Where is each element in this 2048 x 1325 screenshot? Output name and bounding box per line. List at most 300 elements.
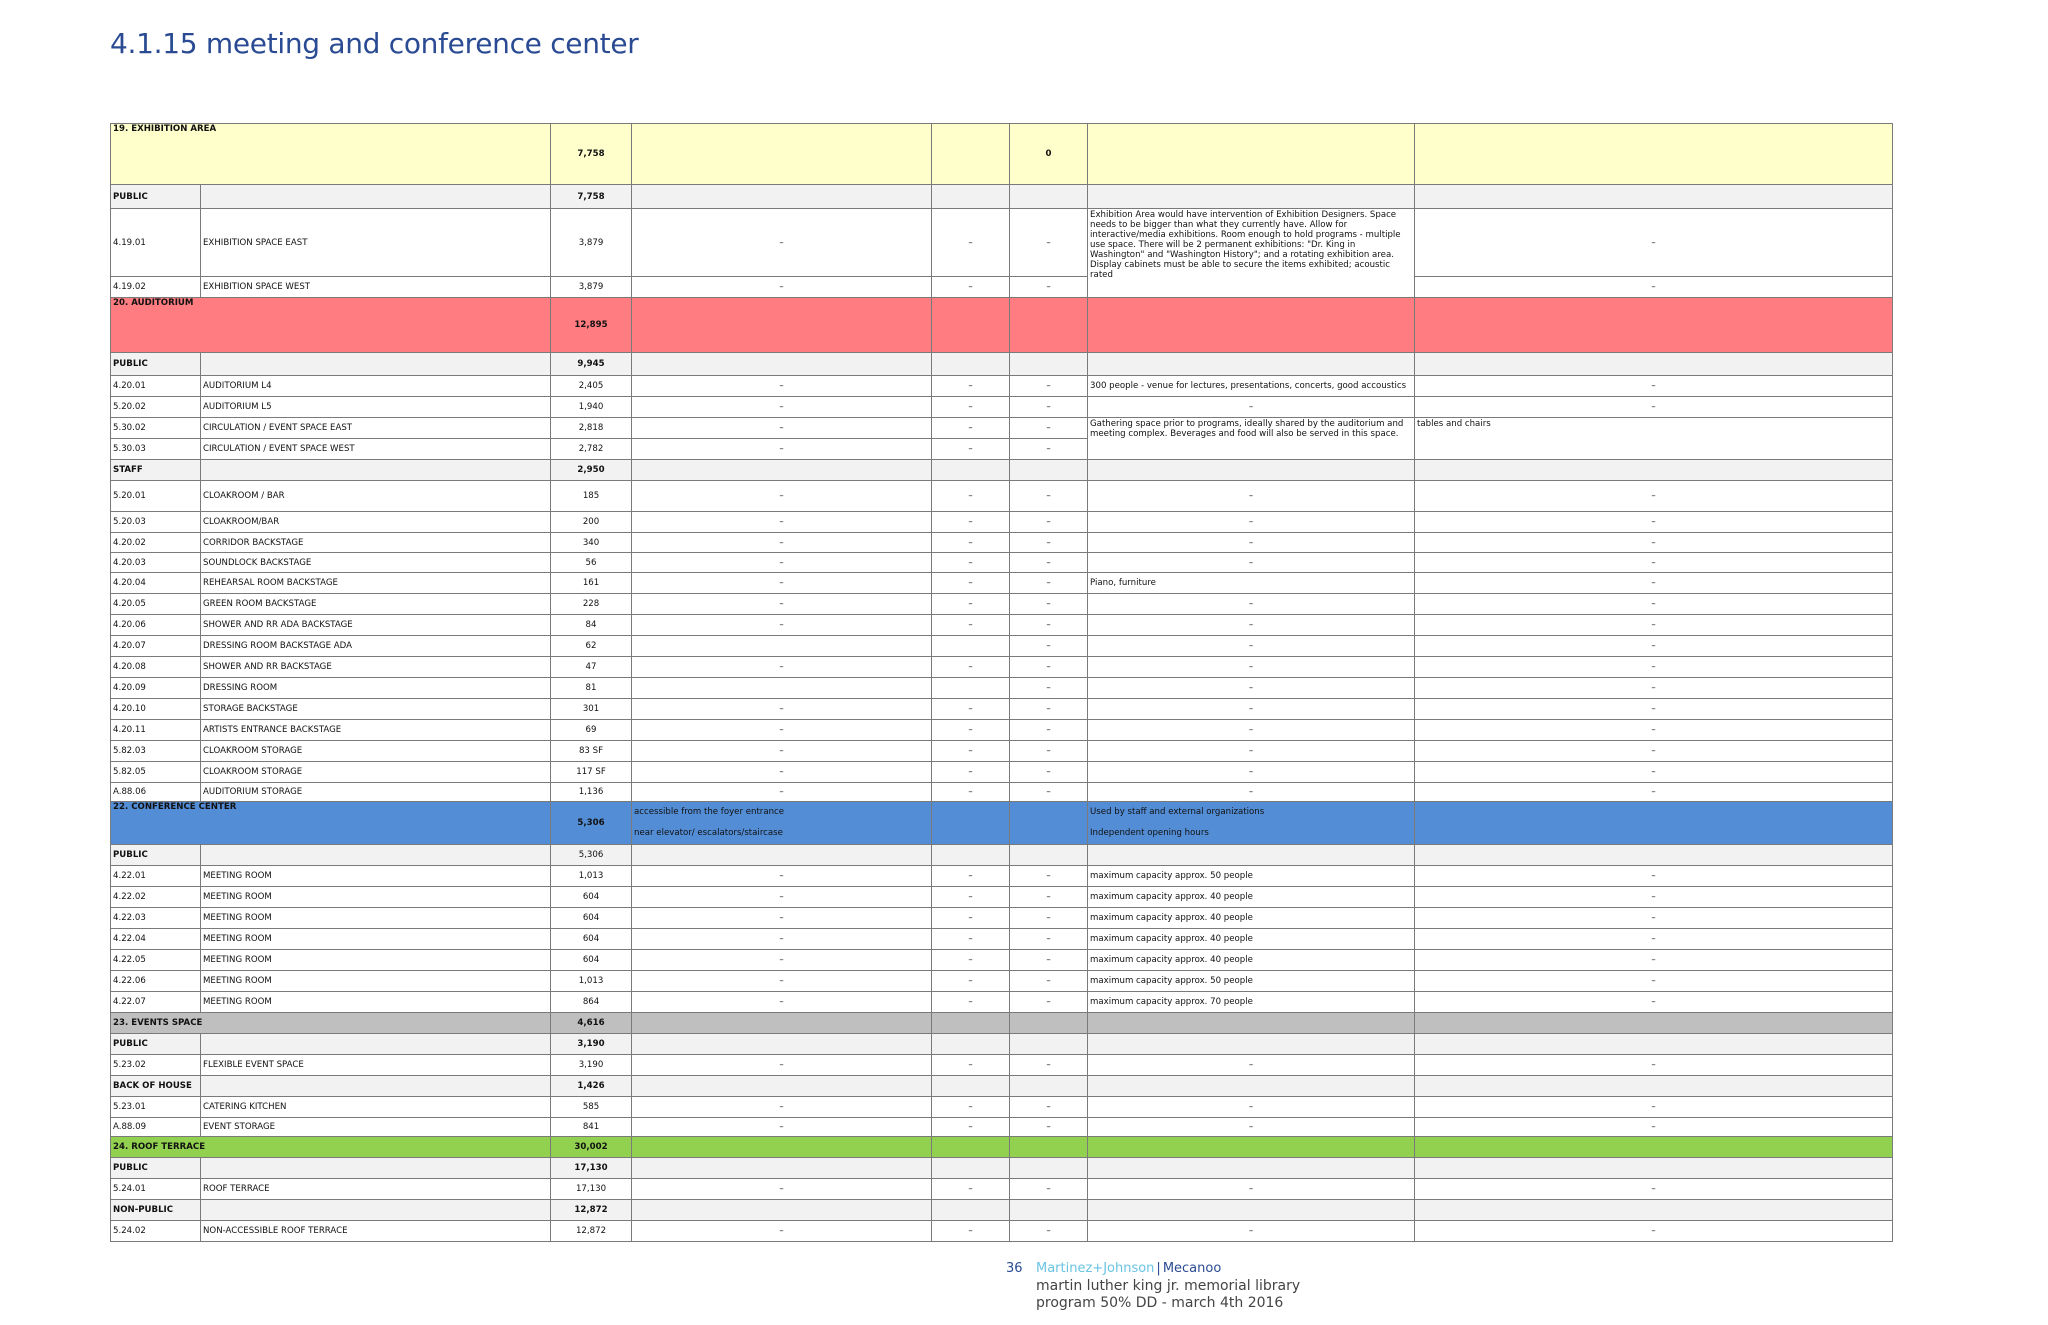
- group-label: STAFF: [111, 460, 201, 481]
- room-note: 300 people - venue for lectures, presentations, concerts, good accoustics: [1088, 376, 1415, 397]
- room-code: A.88.06: [111, 783, 201, 802]
- room-code: 4.20.11: [111, 720, 201, 741]
- cell-dash: –: [932, 1055, 1010, 1076]
- cell-empty: [632, 636, 932, 657]
- cell-dash: –: [632, 418, 932, 439]
- page-number: 36: [1006, 1261, 1023, 1276]
- group-row: [111, 1034, 1893, 1055]
- room-area: 47: [551, 657, 632, 678]
- room-code: 4.20.01: [111, 376, 201, 397]
- cell-empty: [1415, 802, 1893, 845]
- room-area: 1,940: [551, 397, 632, 418]
- cell-empty: [632, 185, 932, 209]
- cell-empty: [932, 1158, 1010, 1179]
- cell-dash: –: [932, 553, 1010, 573]
- cell-dash: –: [1010, 887, 1088, 908]
- cell-dash: –: [932, 699, 1010, 720]
- cell-dash: –: [932, 594, 1010, 615]
- table-row: [111, 950, 1893, 971]
- program-table-body: [111, 124, 1893, 1242]
- cell-dash: –: [1088, 397, 1415, 418]
- room-area: 117 SF: [551, 762, 632, 783]
- cell-dash: –: [632, 209, 932, 277]
- footer-project-name: martin luther king jr. memorial library: [1036, 1278, 1301, 1294]
- cell-dash: –: [1010, 512, 1088, 533]
- table-row: [111, 512, 1893, 533]
- room-name: ROOF TERRACE: [201, 1179, 551, 1200]
- cell-dash: –: [932, 992, 1010, 1013]
- room-area: 12,872: [551, 1221, 632, 1242]
- room-name: MEETING ROOM: [201, 866, 551, 887]
- room-name: CIRCULATION / EVENT SPACE EAST: [201, 418, 551, 439]
- cell-empty: [1415, 1137, 1893, 1158]
- section-area: 7,758: [551, 124, 632, 185]
- table-row: [111, 762, 1893, 783]
- room-area: 84: [551, 615, 632, 636]
- group-row: [111, 353, 1893, 376]
- cell-empty: [1415, 845, 1893, 866]
- room-name: MEETING ROOM: [201, 908, 551, 929]
- cell-dash: –: [1010, 866, 1088, 887]
- cell-empty: [632, 845, 932, 866]
- cell-dash: –: [1415, 553, 1893, 573]
- cell-empty: [932, 298, 1010, 353]
- cell-dash: –: [632, 615, 932, 636]
- room-area: 228: [551, 594, 632, 615]
- room-note: maximum capacity approx. 50 people: [1088, 866, 1415, 887]
- group-area: 9,945: [551, 353, 632, 376]
- room-name: DRESSING ROOM BACKSTAGE ADA: [201, 636, 551, 657]
- room-note: maximum capacity approx. 40 people: [1088, 887, 1415, 908]
- cell-dash: –: [632, 783, 932, 802]
- room-name: EXHIBITION SPACE WEST: [201, 277, 551, 298]
- cell-dash: –: [1010, 929, 1088, 950]
- cell-empty: [932, 185, 1010, 209]
- room-area: 585: [551, 1097, 632, 1118]
- table-row: [111, 678, 1893, 699]
- cell-dash: –: [1415, 887, 1893, 908]
- cell-empty: [1415, 460, 1893, 481]
- cell-dash: –: [1010, 678, 1088, 699]
- cell-dash: –: [932, 481, 1010, 512]
- cell-empty: [1415, 298, 1893, 353]
- section-area: 4,616: [551, 1013, 632, 1034]
- room-area: 301: [551, 699, 632, 720]
- cell-empty: [1088, 124, 1415, 185]
- cell-empty: [1010, 1013, 1088, 1034]
- room-area: 604: [551, 929, 632, 950]
- room-name: CORRIDOR BACKSTAGE: [201, 533, 551, 553]
- table-row: [111, 929, 1893, 950]
- room-note: maximum capacity approx. 40 people: [1088, 929, 1415, 950]
- cell-dash: –: [1415, 533, 1893, 553]
- room-name: SHOWER AND RR ADA BACKSTAGE: [201, 615, 551, 636]
- room-name: MEETING ROOM: [201, 992, 551, 1013]
- room-code: 4.20.03: [111, 553, 201, 573]
- cell-dash: –: [1010, 397, 1088, 418]
- cell-empty: [1088, 298, 1415, 353]
- room-code: 4.20.02: [111, 533, 201, 553]
- room-name: SHOWER AND RR BACKSTAGE: [201, 657, 551, 678]
- section-area: 5,306: [551, 802, 632, 845]
- section-name: 22. CONFERENCE CENTER: [111, 802, 551, 845]
- cell-dash: –: [932, 950, 1010, 971]
- cell-empty: [1010, 1158, 1088, 1179]
- room-code: 4.22.01: [111, 866, 201, 887]
- room-note: maximum capacity approx. 50 people: [1088, 971, 1415, 992]
- group-row: [111, 1200, 1893, 1221]
- cell-empty: [1010, 353, 1088, 376]
- cell-dash: –: [632, 866, 932, 887]
- cell-dash: –: [1088, 533, 1415, 553]
- table-row: [111, 720, 1893, 741]
- cell-dash: –: [932, 573, 1010, 594]
- room-code: 5.23.02: [111, 1055, 201, 1076]
- exhibition-note: Exhibition Area would have intervention of Exhibition Designers. Space needs to be bigger than what they currently have. Allow for interactive/media exhibitions. Room enough to hold programs - multiple use space. There will be 2 permanent exhibitions: "Dr. King in Washington" and "Washington History"; and a rotating exhibition area. Display cabinets must be able to secure the items exhibited; acoustic rated: [1088, 209, 1415, 298]
- cell-dash: –: [1088, 762, 1415, 783]
- room-code: 4.20.04: [111, 573, 201, 594]
- cell-dash: –: [932, 512, 1010, 533]
- brand-separator: |: [1156, 1261, 1161, 1276]
- cell-dash: –: [932, 741, 1010, 762]
- cell-dash: –: [932, 277, 1010, 298]
- cell-dash: –: [1010, 741, 1088, 762]
- cell-empty: [1415, 1034, 1893, 1055]
- cell-dash: –: [632, 971, 932, 992]
- cell-empty: [632, 298, 932, 353]
- table-row: [111, 533, 1893, 553]
- footer-program-date: program 50% DD - march 4th 2016: [1036, 1295, 1284, 1311]
- cell-empty: [1010, 460, 1088, 481]
- cell-dash: –: [1010, 762, 1088, 783]
- room-name: CIRCULATION / EVENT SPACE WEST: [201, 439, 551, 460]
- room-name: DRESSING ROOM: [201, 678, 551, 699]
- cell-dash: –: [1088, 481, 1415, 512]
- cell-dash: –: [932, 209, 1010, 277]
- cell-empty: [932, 678, 1010, 699]
- cell-dash: –: [1415, 512, 1893, 533]
- cell-dash: –: [1415, 636, 1893, 657]
- cell-dash: –: [932, 1097, 1010, 1118]
- room-code: 5.20.01: [111, 481, 201, 512]
- cell-dash: –: [1088, 657, 1415, 678]
- group-row: [111, 845, 1893, 866]
- cell-dash: –: [632, 573, 932, 594]
- group-row: [111, 460, 1893, 481]
- cell-dash: –: [1010, 950, 1088, 971]
- room-area: 2,782: [551, 439, 632, 460]
- room-area: 1,013: [551, 971, 632, 992]
- cell-dash: –: [632, 1097, 932, 1118]
- cell-dash: –: [1010, 720, 1088, 741]
- cell-dash: –: [1010, 971, 1088, 992]
- cell-dash: –: [1010, 553, 1088, 573]
- cell-empty: [1415, 1076, 1893, 1097]
- table-row: [111, 1179, 1893, 1200]
- room-code: 4.22.03: [111, 908, 201, 929]
- cell-dash: –: [1415, 783, 1893, 802]
- cell-dash: –: [1010, 908, 1088, 929]
- cell-dash: –: [1088, 512, 1415, 533]
- cell-dash: –: [1415, 1221, 1893, 1242]
- room-area: 161: [551, 573, 632, 594]
- room-name: AUDITORIUM STORAGE: [201, 783, 551, 802]
- cell-empty: [1010, 1137, 1088, 1158]
- page-title: 4.1.15 meeting and conference center: [110, 27, 639, 60]
- room-code: 4.19.02: [111, 277, 201, 298]
- cell-dash: –: [632, 762, 932, 783]
- conference-note-4: Independent opening hours: [1090, 828, 1209, 838]
- group-area: 12,872: [551, 1200, 632, 1221]
- room-code: 4.20.10: [111, 699, 201, 720]
- cell-dash: –: [1415, 720, 1893, 741]
- room-name: FLEXIBLE EVENT SPACE: [201, 1055, 551, 1076]
- cell-dash: –: [1010, 533, 1088, 553]
- cell-dash: –: [1415, 950, 1893, 971]
- cell-empty: [632, 1158, 932, 1179]
- table-row: [111, 741, 1893, 762]
- room-note: maximum capacity approx. 40 people: [1088, 950, 1415, 971]
- section-area: 12,895: [551, 298, 632, 353]
- room-area: 604: [551, 950, 632, 971]
- cell-dash: –: [1415, 699, 1893, 720]
- section-name: 23. EVENTS SPACE: [111, 1013, 551, 1034]
- room-name: MEETING ROOM: [201, 929, 551, 950]
- cell-dash: –: [632, 887, 932, 908]
- cell-empty: [1088, 1076, 1415, 1097]
- room-area: 1,013: [551, 866, 632, 887]
- group-label: BACK OF HOUSE: [111, 1076, 201, 1097]
- room-name: AUDITORIUM L5: [201, 397, 551, 418]
- cell-dash: –: [1415, 594, 1893, 615]
- group-label: PUBLIC: [111, 845, 201, 866]
- room-area: 864: [551, 992, 632, 1013]
- group-area: 2,950: [551, 460, 632, 481]
- cell-empty: [632, 353, 932, 376]
- cell-dash: –: [1010, 1221, 1088, 1242]
- cell-dash: –: [1010, 594, 1088, 615]
- cell-empty: [1088, 1137, 1415, 1158]
- cell-empty: [932, 845, 1010, 866]
- table-row: [111, 573, 1893, 594]
- room-name: CLOAKROOM STORAGE: [201, 762, 551, 783]
- cell-dash: –: [1415, 762, 1893, 783]
- cell-dash: –: [1010, 1055, 1088, 1076]
- room-code: 5.30.03: [111, 439, 201, 460]
- cell-dash: –: [932, 762, 1010, 783]
- room-code: 4.20.08: [111, 657, 201, 678]
- room-area: 604: [551, 908, 632, 929]
- cell-empty: [201, 845, 551, 866]
- brand-martinez-johnson: Martinez+Johnson: [1036, 1261, 1155, 1276]
- room-note: maximum capacity approx. 70 people: [1088, 992, 1415, 1013]
- cell-empty: [932, 353, 1010, 376]
- cell-empty: [632, 678, 932, 699]
- room-code: 5.20.02: [111, 397, 201, 418]
- cell-dash: –: [1010, 636, 1088, 657]
- table-row: [111, 553, 1893, 573]
- cell-dash: –: [1088, 1055, 1415, 1076]
- room-area: 1,136: [551, 783, 632, 802]
- cell-dash: –: [1010, 992, 1088, 1013]
- cell-empty: [632, 1076, 932, 1097]
- room-code: 4.20.09: [111, 678, 201, 699]
- cell-dash: –: [1010, 1179, 1088, 1200]
- cell-empty: [932, 636, 1010, 657]
- cell-dash: –: [632, 699, 932, 720]
- cell-dash: –: [1010, 439, 1088, 460]
- table-row: [111, 209, 1893, 277]
- room-code: 4.22.05: [111, 950, 201, 971]
- cell-empty: [932, 1200, 1010, 1221]
- cell-dash: –: [1415, 866, 1893, 887]
- cell-dash: –: [1088, 720, 1415, 741]
- room-code: 4.22.02: [111, 887, 201, 908]
- room-code: 5.24.02: [111, 1221, 201, 1242]
- table-row: [111, 636, 1893, 657]
- room-name: SOUNDLOCK BACKSTAGE: [201, 553, 551, 573]
- room-area: 2,818: [551, 418, 632, 439]
- cell-dash: –: [1010, 615, 1088, 636]
- section-name: 24. ROOF TERRACE: [111, 1137, 551, 1158]
- cell-dash: –: [632, 1221, 932, 1242]
- cell-dash: –: [632, 439, 932, 460]
- section-area: 30,002: [551, 1137, 632, 1158]
- room-code: 5.82.05: [111, 762, 201, 783]
- cell-dash: –: [932, 439, 1010, 460]
- conference-note-1: accessible from the foyer entrance: [634, 807, 785, 817]
- cell-dash: –: [1415, 376, 1893, 397]
- section-row-exhibition: [111, 124, 1893, 185]
- room-name: AUDITORIUM L4: [201, 376, 551, 397]
- cell-dash: –: [632, 397, 932, 418]
- cell-empty: [932, 1013, 1010, 1034]
- cell-dash: –: [1010, 277, 1088, 298]
- table-row: [111, 594, 1893, 615]
- cell-dash: –: [632, 657, 932, 678]
- room-area: 200: [551, 512, 632, 533]
- section-row-auditorium: [111, 298, 1893, 353]
- cell-dash: –: [1088, 1097, 1415, 1118]
- room-code: 4.20.05: [111, 594, 201, 615]
- group-row: [111, 185, 1893, 209]
- brand-mecanoo: Mecanoo: [1162, 1261, 1222, 1276]
- room-name: NON-ACCESSIBLE ROOF TERRACE: [201, 1221, 551, 1242]
- table-row: [111, 418, 1893, 439]
- room-name: ARTISTS ENTRANCE BACKSTAGE: [201, 720, 551, 741]
- room-code: 5.82.03: [111, 741, 201, 762]
- cell-dash: –: [1415, 741, 1893, 762]
- cell-dash: –: [1088, 678, 1415, 699]
- room-area: 81: [551, 678, 632, 699]
- room-area: 17,130: [551, 1179, 632, 1200]
- circulation-note-2: tables and chairs: [1415, 418, 1893, 460]
- cell-dash: –: [1415, 481, 1893, 512]
- room-area: 56: [551, 553, 632, 573]
- room-area: 3,879: [551, 277, 632, 298]
- cell-dash: –: [1415, 277, 1893, 298]
- cell-dash: –: [1010, 376, 1088, 397]
- table-row: [111, 971, 1893, 992]
- cell-empty: [201, 353, 551, 376]
- room-name: STORAGE BACKSTAGE: [201, 699, 551, 720]
- conference-usage-notes: [1088, 802, 1415, 845]
- cell-empty: [1415, 1158, 1893, 1179]
- group-area: 17,130: [551, 1158, 632, 1179]
- room-area: 83 SF: [551, 741, 632, 762]
- conference-note-3: Used by staff and external organizations: [1090, 807, 1265, 817]
- program-table: [110, 123, 1893, 1242]
- cell-empty: [1415, 1013, 1893, 1034]
- cell-dash: –: [632, 720, 932, 741]
- cell-dash: –: [1010, 573, 1088, 594]
- cell-dash: –: [1088, 615, 1415, 636]
- cell-empty: [932, 1076, 1010, 1097]
- room-area: 604: [551, 887, 632, 908]
- cell-empty: [1088, 185, 1415, 209]
- cell-dash: –: [1415, 929, 1893, 950]
- cell-empty: [1010, 1076, 1088, 1097]
- conference-note-2: near elevator/ escalators/staircase: [634, 828, 783, 838]
- group-label: NON-PUBLIC: [111, 1200, 201, 1221]
- cell-empty: [632, 1200, 932, 1221]
- group-row: [111, 1076, 1893, 1097]
- table-row: [111, 277, 1893, 298]
- cell-dash: –: [932, 657, 1010, 678]
- cell-dash: –: [632, 277, 932, 298]
- cell-dash: –: [1415, 1179, 1893, 1200]
- cell-empty: [1010, 298, 1088, 353]
- circulation-note: Gathering space prior to programs, ideally shared by the auditorium and meeting complex. Beverages and food will also be served in this space.: [1088, 418, 1415, 460]
- cell-dash: –: [1415, 615, 1893, 636]
- room-name: REHEARSAL ROOM BACKSTAGE: [201, 573, 551, 594]
- cell-dash: –: [632, 1055, 932, 1076]
- table-row: [111, 657, 1893, 678]
- cell-dash: –: [932, 971, 1010, 992]
- cell-dash: –: [1010, 1097, 1088, 1118]
- cell-empty: [932, 1137, 1010, 1158]
- group-label: PUBLIC: [111, 353, 201, 376]
- room-name: EVENT STORAGE: [201, 1118, 551, 1137]
- cell-dash: –: [632, 533, 932, 553]
- cell-empty: [201, 1076, 551, 1097]
- table-row: [111, 481, 1893, 512]
- cell-dash: –: [932, 1118, 1010, 1137]
- cell-dash: –: [1415, 992, 1893, 1013]
- section-name: 19. EXHIBITION AREA: [111, 124, 551, 185]
- table-row: [111, 699, 1893, 720]
- cell-empty: [632, 460, 932, 481]
- table-row: [111, 908, 1893, 929]
- room-code: 4.20.06: [111, 615, 201, 636]
- cell-dash: –: [1415, 908, 1893, 929]
- room-name: MEETING ROOM: [201, 950, 551, 971]
- cell-empty: [1010, 845, 1088, 866]
- cell-empty: [932, 802, 1010, 845]
- cell-dash: –: [932, 615, 1010, 636]
- cell-dash: –: [1088, 783, 1415, 802]
- group-row: [111, 1158, 1893, 1179]
- cell-empty: [1088, 1034, 1415, 1055]
- cell-dash: –: [932, 1179, 1010, 1200]
- cell-dash: –: [932, 929, 1010, 950]
- room-code: 4.19.01: [111, 209, 201, 277]
- cell-dash: –: [632, 594, 932, 615]
- group-area: 3,190: [551, 1034, 632, 1055]
- cell-empty: [632, 1137, 932, 1158]
- room-code: 5.20.03: [111, 512, 201, 533]
- cell-dash: –: [932, 720, 1010, 741]
